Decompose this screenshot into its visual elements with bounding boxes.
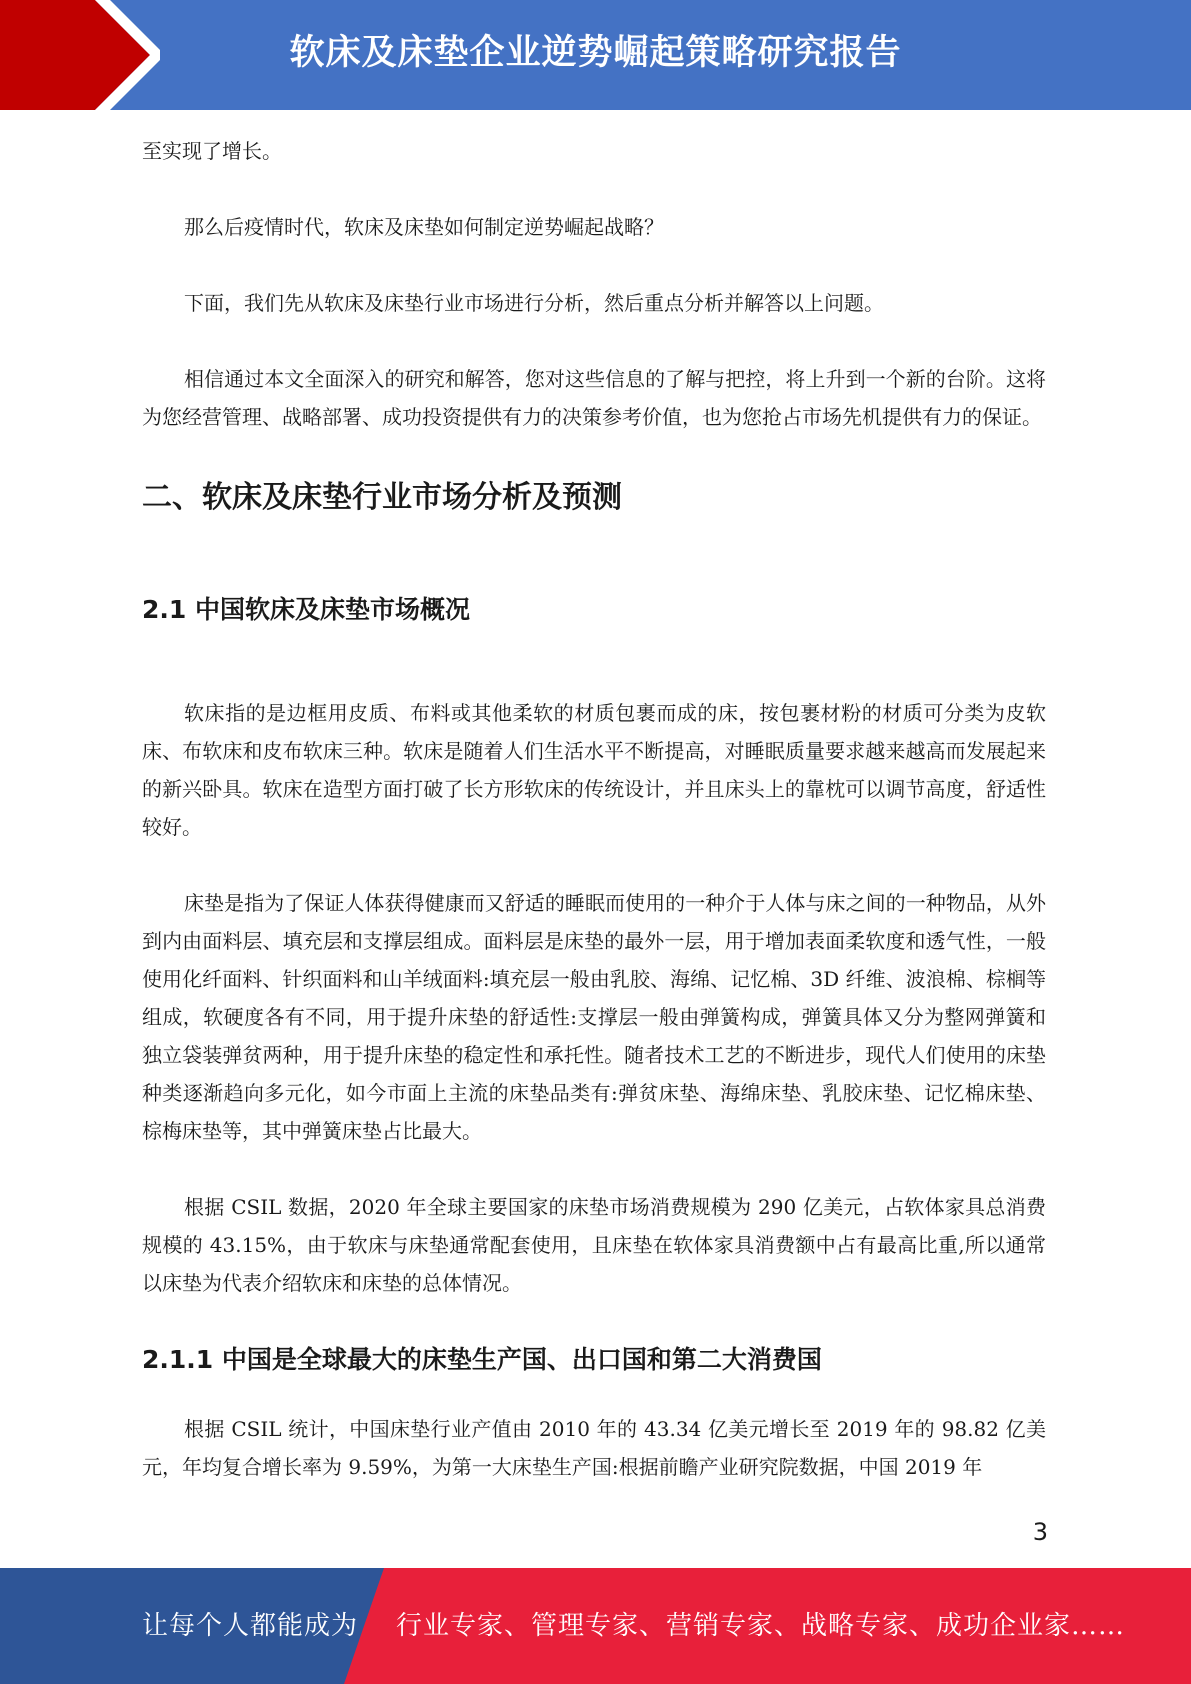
paragraph-output: 根据 CSIL 统计，中国床垫行业产值由 2010 年的 43.34 亿美元增长至 2019 年的 98.82 亿美元，年均复合增长率为 9.59%，为第一大床垫生产国:根据前瞻产业研究院数据，中国 2019 年 — [142, 1417, 1046, 1479]
paragraph-mattress: 床垫是指为了保证人体获得健康而又舒适的睡眠而使用的一种介于人体与床之间的一种物品，从外到内由面料层、填充层和支撑层组成。面料层是床垫的最外一层，用于增加表面柔软度和透气性，一般使用化纤面料、针织面料和山羊绒面料:填充层一般由乳胶、海绵、记忆棉、3D 纤维、波浪棉、棕榈等组成，软硬度各有不同，用于提升床垫的舒适性:支撑层一般由弹簧构成，弹簧具体又分为整网弹簧和独立袋装弹贫两种，用于提升床垫的稳定性和承托性。随者技术工艺的不断进步，现代人们使用的床垫种类逐渐趋向多元化，如今市面上主流的床垫品类有:弹贫床垫、海绵床垫、乳胶床垫、记忆棉床垫、棕梅床垫等，其中弹簧床垫占比最大。 — [142, 891, 1046, 1143]
page-number: 3 — [1032, 1518, 1048, 1546]
paragraph-softbed: 软床指的是边框用皮质、布料或其他柔软的材质包裹而成的床，按包裹材粉的材质可分类为皮软床、布软床和皮布软床三种。软床是随着人们生活水平不断提高，对睡眠质量要求越来越高而发展起来的新兴卧具。软床在造型方面打破了长方形软床的传统设计，并且床头上的靠枕可以调节高度，舒适性较好。 — [142, 701, 1046, 839]
page-content — [142, 132, 1046, 1524]
section-2-1-heading: 2.1 中国软床及床垫市场概况 — [142, 595, 470, 624]
paragraph-question: 那么后疫情时代，软床及床垫如何制定逆势崛起战略？ — [184, 215, 664, 239]
footer-banner — [0, 1568, 1191, 1684]
section-2-1-1-heading: 2.1.1 中国是全球最大的床垫生产国、出口国和第二大消费国 — [142, 1345, 822, 1374]
header-arrow-icon — [0, 0, 160, 110]
section-2-heading: 二、软床及床垫行业市场分析及预测 — [142, 480, 622, 515]
paragraph-next: 下面，我们先从软床及床垫行业市场进行分析，然后重点分析并解答以上问题。 — [184, 291, 884, 315]
footer-slogan-right: 行业专家、管理专家、营销专家、战略专家、成功企业家…… — [396, 1611, 1126, 1641]
footer-slogan-left: 让每个人都能成为 — [142, 1611, 359, 1641]
paragraph-intro-tail: 至实现了增长。 — [142, 139, 282, 163]
paragraph-believe: 相信通过本文全面深入的研究和解答，您对这些信息的了解与把控，将上升到一个新的台阶。这将为您经营管理、战略部署、成功投资提供有力的决策参考价值，也为您抢占市场先机提供有力的保证。 — [142, 367, 1046, 429]
paragraph-csil: 根据 CSIL 数据，2020 年全球主要国家的床垫市场消费规模为 290 亿美元，占软体家具总消费规模的 43.15%，由于软床与床垫通常配套使用，且床垫在软体家具消费额中占有最高比重,所以通常以床垫为代表介绍软床和床垫的总体情况。 — [142, 1195, 1046, 1295]
report-title: 软床及床垫企业逆势崛起策略研究报告 — [289, 33, 902, 73]
header-banner — [0, 0, 1191, 110]
